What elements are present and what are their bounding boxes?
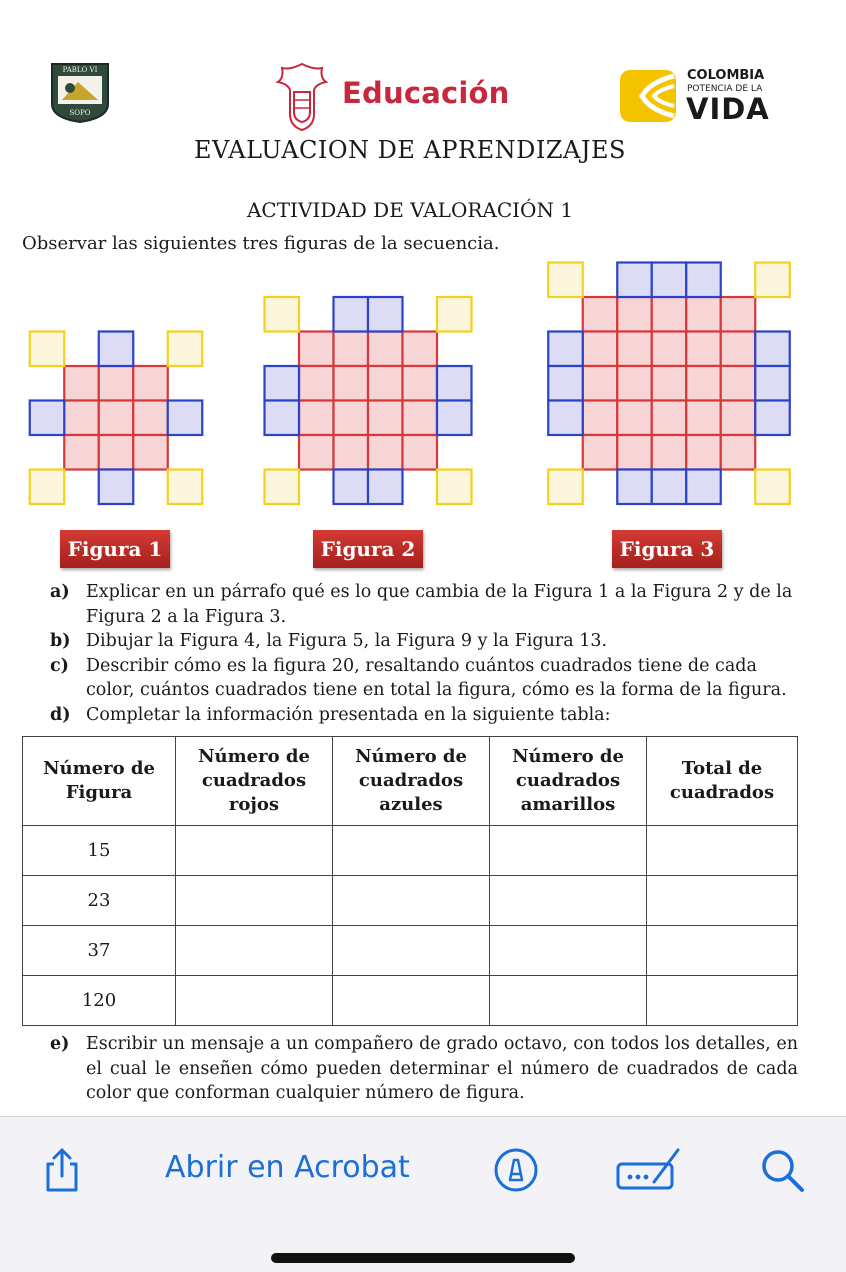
red-square [299,366,334,401]
header-red-squares [176,737,333,826]
figure-2-label: Figura 2 [313,530,423,568]
figure-number-cell: 15 [23,826,176,876]
header-line: cuadrados [358,770,464,791]
question-text: Escribir un mensaje a un compañero de grado octavo, con todos los detalles, en el cual le enseñen cómo pueden determinar el número de cuadrados de cada color que conforman cualquier número de figura. [86,1034,798,1103]
colombia-big-text: VIDA [686,92,770,126]
question-d [50,703,802,728]
red-square [617,435,652,470]
empty-cell [490,826,647,876]
figures-table [22,736,798,1026]
share-icon[interactable] [38,1146,86,1194]
header-figure-number [23,737,176,826]
red-square [334,366,369,401]
empty-cell [490,926,647,976]
header-line: Número de [198,746,310,767]
red-square [583,332,618,367]
table-row [23,926,798,976]
yellow-square [265,470,300,505]
red-square [368,401,403,436]
red-square [334,401,369,436]
question-letter: c) [50,655,69,676]
empty-cell [333,826,490,876]
red-square [686,366,721,401]
blue-square [686,263,721,298]
red-square [334,332,369,367]
blue-square [755,366,790,401]
table-row [23,826,798,876]
header-line: Número de [43,758,155,779]
blue-square [617,470,652,505]
blue-square [368,297,403,332]
red-square [64,401,99,436]
blue-square [99,470,134,505]
question-b [50,629,802,654]
header-blue-squares [333,737,490,826]
red-square [617,366,652,401]
red-square [99,435,134,470]
question-text: Completar la información presentada en la siguiente tabla: [86,704,611,725]
red-square [403,435,438,470]
blue-square [265,366,300,401]
question-text: Explicar en un párrafo qué es lo que cambia de la Figura 1 a la Figura 2 y de la Figura 2 a la Figura 3. [86,582,793,627]
red-square [133,435,168,470]
colombia-mid-text: POTENCIA DE LA [687,84,763,94]
empty-cell [176,826,333,876]
colombia-top-text: COLOMBIA [687,68,765,83]
red-square [721,332,756,367]
empty-cell [490,976,647,1026]
blue-square [652,470,687,505]
red-square [721,366,756,401]
school-badge-text: PABLO VI [62,66,98,74]
empty-cell [176,926,333,976]
red-square [686,401,721,436]
blue-square [437,401,472,436]
empty-cell [647,926,798,976]
red-square [721,435,756,470]
red-square [721,401,756,436]
blue-square [30,401,65,436]
table-header-row [23,737,798,826]
blue-square [334,470,369,505]
blue-square [755,332,790,367]
red-square [617,332,652,367]
red-square [403,401,438,436]
red-square [64,366,99,401]
question-letter: d) [50,704,71,725]
figure-number-cell: 23 [23,876,176,926]
blue-square [368,470,403,505]
red-square [99,401,134,436]
red-square [334,435,369,470]
intro-text: Observar las siguientes tres figuras de la secuencia. [22,233,500,254]
school-badge-sub: SOPO [69,109,91,117]
red-square [368,332,403,367]
yellow-square [548,263,583,298]
red-square [721,297,756,332]
empty-cell [333,926,490,976]
activity-subtitle: ACTIVIDAD DE VALORACIÓN 1 [246,198,574,222]
red-square [99,366,134,401]
empty-cell [647,976,798,1026]
red-square [133,401,168,436]
yellow-square [755,470,790,505]
page-title: EVALUACION DE APRENDIZAJES [194,136,626,164]
blue-square [652,263,687,298]
search-icon[interactable] [758,1146,806,1194]
header-line: Total de [681,758,763,779]
header-line: azules [379,794,443,815]
school-badge-logo [48,60,112,124]
figure-number-cell: 37 [23,926,176,976]
bottom-toolbar [0,1116,846,1272]
home-indicator[interactable] [271,1253,575,1263]
red-square [617,297,652,332]
red-square [686,297,721,332]
blue-square [437,366,472,401]
red-square [652,435,687,470]
red-square [299,332,334,367]
empty-cell [490,876,647,926]
empty-cell [333,976,490,1026]
red-square [617,401,652,436]
blue-square [168,401,203,436]
header-line: Número de [512,746,624,767]
red-square [368,435,403,470]
table-row [23,876,798,926]
red-square [652,401,687,436]
yellow-square [30,332,65,367]
red-square [133,366,168,401]
red-square [652,297,687,332]
red-square [652,366,687,401]
blue-square [334,297,369,332]
header-line: cuadrados [201,770,307,791]
red-square [583,401,618,436]
header-line: rojos [228,794,280,815]
yellow-square [755,263,790,298]
colombia-vida-logo-icon [620,68,682,124]
blue-square [548,332,583,367]
question-letter: b) [50,631,71,651]
red-square [583,297,618,332]
red-square [368,366,403,401]
red-square [686,435,721,470]
figure-1-label: Figura 1 [60,530,170,568]
header-total-squares [647,737,798,826]
header-line: Número de [355,746,467,767]
header-line: amarillos [520,794,616,815]
red-square [652,332,687,367]
table-row [23,976,798,1026]
red-square [403,366,438,401]
empty-cell [647,876,798,926]
yellow-square [168,332,203,367]
signature-icon[interactable] [616,1146,682,1194]
question-letter: a) [50,582,70,602]
blue-square [99,332,134,367]
figure-3-label: Figura 3 [612,530,722,568]
yellow-square [548,470,583,505]
yellow-square [168,470,203,505]
blue-square [548,366,583,401]
question-c [50,654,802,703]
empty-cell [647,826,798,876]
red-square [403,332,438,367]
yellow-square [30,470,65,505]
markup-pen-icon[interactable] [492,1146,540,1194]
education-logo-text: Educación [342,76,510,110]
yellow-square [437,470,472,505]
header-line: Figura [65,782,133,803]
figures-sequence [0,255,846,575]
red-square [583,435,618,470]
header-yellow-squares [490,737,647,826]
blue-square [617,263,652,298]
red-square [299,435,334,470]
red-square [299,401,334,436]
blue-square [548,401,583,436]
empty-cell [333,876,490,926]
question-e [50,1032,798,1106]
questions-list [50,580,802,727]
header-line: cuadrados [669,782,775,803]
yellow-square [437,297,472,332]
red-square [583,366,618,401]
blue-square [265,401,300,436]
open-in-acrobat-button[interactable]: Abrir en Acrobat [165,1150,410,1185]
blue-square [686,470,721,505]
yellow-square [265,297,300,332]
header-line: cuadrados [515,770,621,791]
colombia-shield-icon [268,60,336,132]
question-a [50,580,802,629]
blue-square [755,401,790,436]
figure-number-cell: 120 [23,976,176,1026]
question-letter: e) [50,1034,70,1054]
question-text: Describir cómo es la figura 20, resaltando cuántos cuadrados tiene de cada color, cuántos cuadrados tiene en total la figura, cómo es la forma de la figura. [86,655,787,700]
red-square [686,332,721,367]
empty-cell [176,976,333,1026]
question-text: Dibujar la Figura 4, la Figura 5, la Figura 9 y la Figura 13. [86,631,608,651]
empty-cell [176,876,333,926]
red-square [64,435,99,470]
